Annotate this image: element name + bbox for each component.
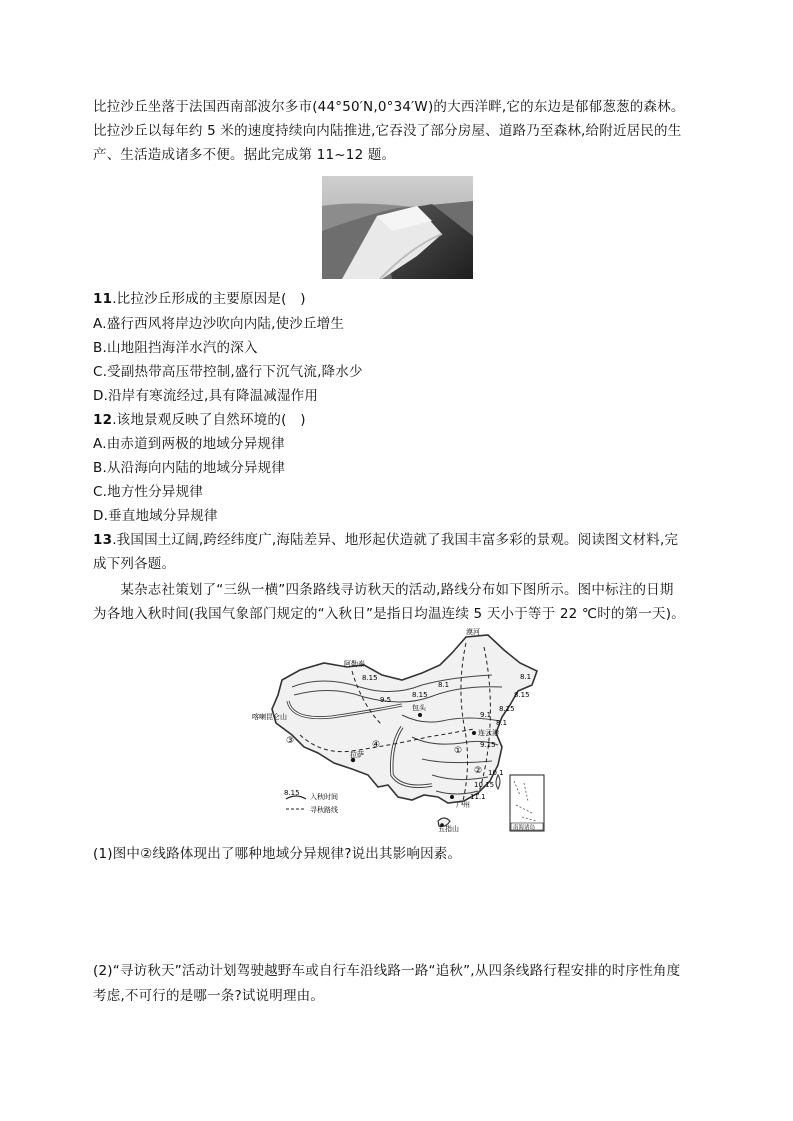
dune-photo bbox=[322, 176, 473, 279]
question-12-number: 12 bbox=[93, 412, 113, 428]
question-12-option-b: B.从沿海向内陆的地域分异规律 bbox=[93, 460, 286, 476]
question-12-option-c: C.地方性分异规律 bbox=[93, 484, 204, 500]
question-13-sub-2-line-2: 考虑,不可行的是哪一条?试说明理由。 bbox=[93, 988, 325, 1004]
date-label: 8.15 bbox=[362, 674, 378, 682]
label-wuzhishan: 五指山 bbox=[438, 825, 459, 833]
question-13-sub-1: (1)图中②线路体现出了哪种地域分异规律?说出其影响因素。 bbox=[93, 846, 462, 862]
legend-autumn-time: 入秋时间 bbox=[310, 793, 338, 801]
legend-route: 寻秋路线 bbox=[310, 806, 338, 814]
inset-label: 南海诸岛 bbox=[513, 825, 536, 831]
question-11-stem bbox=[93, 290, 306, 308]
question-12-option-d: D.垂直地域分异规律 bbox=[93, 508, 218, 524]
south-china-sea-inset bbox=[510, 775, 544, 831]
china-autumn-map bbox=[252, 625, 546, 835]
date-label: 8.1 bbox=[520, 673, 532, 681]
label-mohe: 漠河 bbox=[466, 628, 480, 636]
question-11-text: .比拉沙丘形成的主要原因是( ) bbox=[112, 291, 306, 307]
route-1-label: ① bbox=[454, 746, 463, 756]
question-13-stem-line-2: 成下列各题。 bbox=[93, 556, 176, 572]
route-2-label: ② bbox=[474, 766, 483, 776]
date-label: 8.1 bbox=[496, 719, 508, 727]
date-label: 11.1 bbox=[470, 793, 486, 801]
legend-sample-date: 8.15 bbox=[284, 789, 300, 797]
question-13-sub-2-line-1: (2)“寻访秋天”活动计划驾驶越野车或自行车沿线路一路“追秋”,从四条线路行程安排的时序性角度 bbox=[93, 963, 681, 979]
question-12-stem bbox=[93, 411, 306, 429]
intro-line-1: 比拉沙丘坐落于法国西南部波尔多市(44°50′N,0°34′W)的大西洋畔,它的东边是郁郁葱葱的森林。 bbox=[93, 99, 685, 115]
question-12-option-a: A.由赤道到两极的地域分异规律 bbox=[93, 436, 285, 452]
question-11-number: 11 bbox=[93, 291, 113, 307]
question-13-stem bbox=[93, 531, 678, 549]
date-label: 10.1 bbox=[488, 769, 504, 777]
route-4-label: ④ bbox=[372, 740, 381, 750]
date-label: 9.1 bbox=[480, 711, 492, 719]
question-11-option-b: B.山地阻挡海洋水汽的深入 bbox=[93, 340, 258, 356]
question-13-text: .我国国土辽阔,跨经纬度广,海陆差异、地形起伏造就了我国丰富多彩的景观。阅读图文材料,完 bbox=[112, 532, 679, 548]
date-label: 10.15 bbox=[474, 781, 495, 789]
date-label: 8.15 bbox=[412, 691, 428, 699]
question-12-text: .该地景观反映了自然环境的( ) bbox=[112, 412, 306, 428]
label-lhasa: 拉萨 bbox=[350, 751, 364, 759]
label-kunlun: 喀喇昆仑山 bbox=[252, 713, 287, 721]
label-guangzhou: 广州 bbox=[456, 801, 470, 809]
question-13-number: 13 bbox=[93, 532, 113, 548]
date-label: 8.1 bbox=[438, 681, 450, 689]
date-label: 9.15 bbox=[480, 741, 496, 749]
intro-line-3: 产、生活造成诸多不便。据此完成第 11~12 题。 bbox=[93, 147, 396, 163]
date-label: 8.15 bbox=[514, 691, 530, 699]
intro-line-2: 比拉沙丘以每年约 5 米的速度持续向内陆推进,它吞没了部分房屋、道路乃至森林,给附近居民的生 bbox=[93, 123, 682, 139]
question-11-option-c: C.受副热带高压带控制,盛行下沉气流,降水少 bbox=[93, 364, 363, 380]
question-13-material-line-2: 为各地入秋时间(我国气象部门规定的“入秋日”是指日均温连续 5 天小于等于 22 ℃时的第一天)。 bbox=[93, 606, 685, 622]
route-3-label: ③ bbox=[286, 736, 295, 746]
question-11-option-a: A.盛行西风将岸边沙吹向内陆,使沙丘增生 bbox=[93, 316, 345, 332]
date-label: 9.5 bbox=[380, 696, 392, 704]
label-altay: 阿勒泰 bbox=[344, 660, 365, 668]
label-baotou: 包头 bbox=[412, 704, 426, 712]
question-11-option-d: D.沿岸有寒流经过,具有降温减湿作用 bbox=[93, 388, 319, 404]
date-label: 8.15 bbox=[499, 705, 515, 713]
question-13-material-line-1: 某杂志社策划了“三纵一横”四条路线寻访秋天的活动,路线分布如下图所示。图中标注的日期 bbox=[93, 582, 674, 598]
label-lianyungang: 连云港 bbox=[478, 729, 499, 737]
